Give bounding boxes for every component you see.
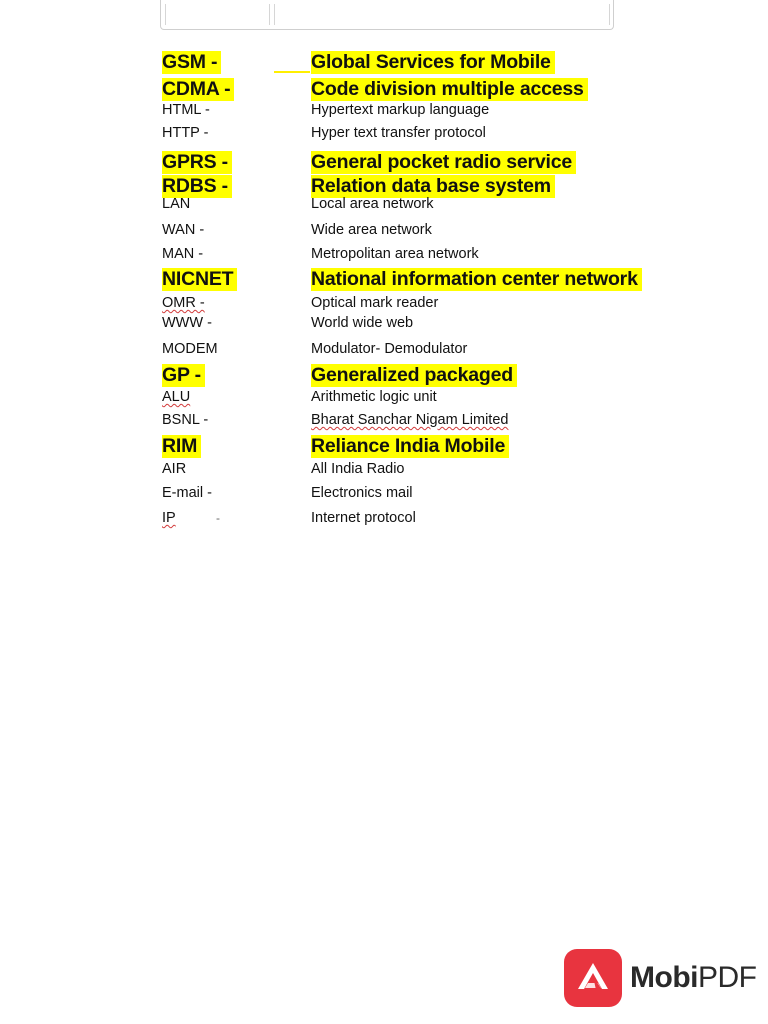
abbreviation: GP - — [162, 364, 205, 387]
expansion: Hypertext markup language — [311, 102, 490, 118]
abbreviation: LAN — [162, 196, 191, 212]
expansion: World wide web — [311, 315, 414, 331]
abbreviation: WAN - — [162, 222, 205, 238]
expansion: Internet protocol — [311, 510, 416, 526]
expansion: Bharat Sanchar Nigam Limited — [311, 412, 509, 428]
expansion: Relation data base system — [311, 175, 555, 198]
expansion: All India Radio — [311, 461, 405, 477]
table-cell-divider — [274, 4, 275, 25]
brand-name-bold: Mobi — [630, 961, 698, 994]
expansion: Code division multiple access — [311, 78, 588, 101]
abbreviation: RIM — [162, 435, 201, 458]
expansion: Local area network — [311, 196, 434, 212]
abbreviation: RDBS - — [162, 175, 232, 198]
abbreviation: BSNL - — [162, 412, 209, 428]
expansion: Hyper text transfer protocol — [311, 125, 486, 141]
expansion: Optical mark reader — [311, 295, 439, 311]
expansion: Wide area network — [311, 222, 432, 238]
abbreviation: E-mail - — [162, 485, 212, 501]
expansion: Metropolitan area network — [311, 246, 479, 262]
expansion: General pocket radio service — [311, 151, 576, 174]
abbreviation: GPRS - — [162, 151, 232, 174]
abbreviation: HTTP - — [162, 125, 209, 141]
expansion: Arithmetic logic unit — [311, 389, 437, 405]
abbreviation: CDMA - — [162, 78, 234, 101]
abbreviation: MAN - — [162, 246, 204, 262]
expansion: National information center network — [311, 268, 642, 291]
abbreviation: OMR - — [162, 295, 205, 311]
mobipdf-logo — [564, 947, 756, 1009]
expansion: Modulator- Demodulator — [311, 341, 468, 357]
abbreviation: GSM - — [162, 51, 221, 74]
abbreviation: IP — [162, 510, 176, 526]
expansion: Electronics mail — [311, 485, 413, 501]
table-cell-divider — [269, 4, 270, 25]
table-cell-divider — [165, 4, 166, 25]
expansion: Generalized packaged — [311, 364, 517, 387]
brand-name — [630, 961, 756, 995]
abbreviation: MODEM — [162, 341, 218, 357]
abbreviation: ALU — [162, 389, 191, 405]
table-cell-divider — [609, 4, 610, 25]
expansion: Reliance India Mobile — [311, 435, 509, 458]
expansion: Global Services for Mobile — [311, 51, 555, 74]
abbreviation: AIR — [162, 461, 187, 477]
abbreviation: HTML - — [162, 102, 210, 118]
abbreviation: NICNET — [162, 268, 237, 291]
mobipdf-logo-icon — [564, 949, 622, 1007]
table-fragment-top — [160, 0, 614, 30]
brand-name-regular: PDF — [697, 961, 757, 994]
abbreviation: WWW - — [162, 315, 212, 331]
highlight-connector — [274, 71, 310, 73]
separator-dash: - — [216, 511, 220, 525]
